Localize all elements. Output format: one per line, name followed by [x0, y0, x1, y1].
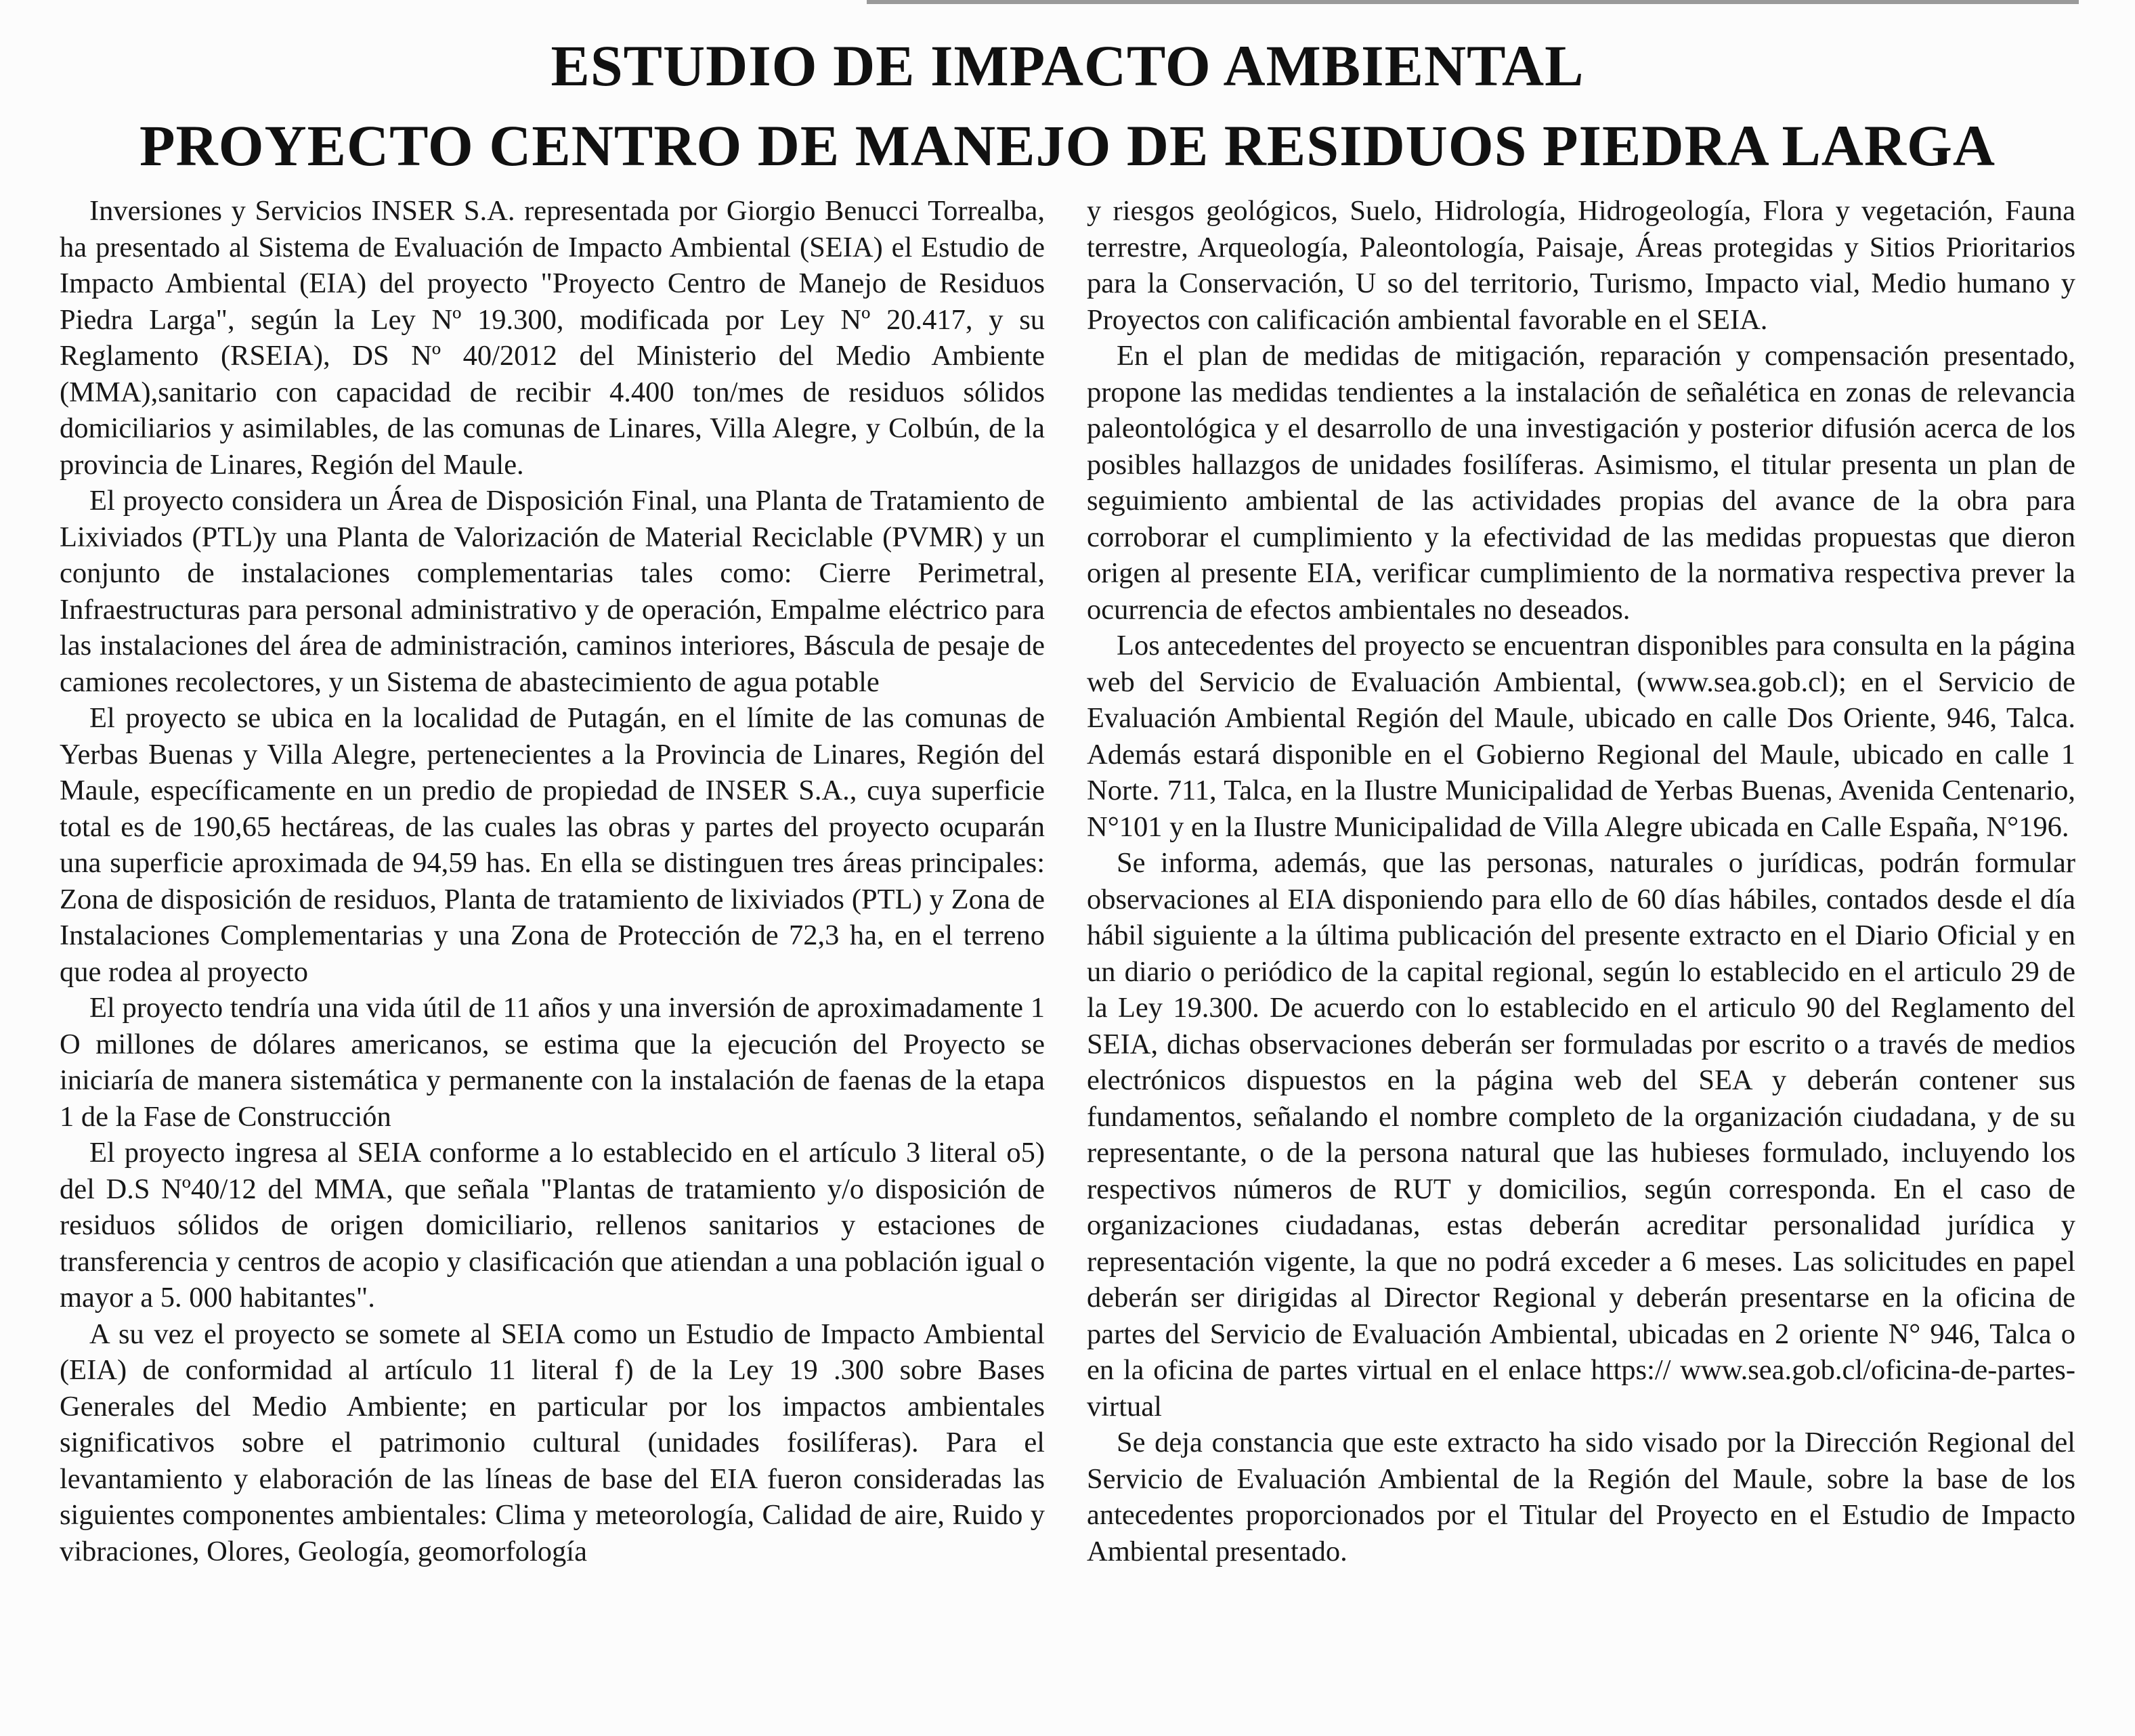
paragraph-submission: Inversiones y Servicios INSER S.A. representada por Giorgio Benucci Torrealba, ha presentado al Sistema de Evaluación de Impacto Ambiental (SEIA) el Estudio de Impacto Ambiental (EIA) del proyecto "Proyecto Centro de Manejo de Residuos Piedra Larga", según la Ley Nº 19.300, modificada por Ley Nº 20.417, y su Reglamento (RSEIA), DS Nº 40/2012 del Ministerio del Medio Ambiente (MMA),sanitario con capacidad de recibir 4.400 ton/mes de residuos sólidos domiciliarios y asimilables, de las comunas de Linares, Villa Alegre, y Colbún, de la provincia de Linares, Región del Maule.: [60, 195, 1045, 481]
paragraph-document-availability: Los antecedentes del proyecto se encuentran disponibles para consulta en la página web del Servicio de Evaluación Ambiental, (www.sea.gob.cl); en el Servicio de Evaluación Ambiental Región del Maule, ubicado en calle Dos Oriente, 946, Talca. Además estará disponible en el Gobierno Regional del Maule, ubicado en calle 1 Norte. 711, Talca, en la Ilustre Municipalidad de Yerbas Buenas, Avenida Centenario, N°101 y en la Ilustre Municipalidad de Villa Alegre ubicada en Calle España, N°196.: [1087, 630, 2075, 843]
left-column: [60, 193, 1045, 1569]
paragraph-citizen-observations: Se informa, además, que las personas, naturales o jurídicas, podrán formular observaciones al EIA disponiendo para ello de 60 días hábiles, contados desde el día hábil siguiente a la última publicación del presente extracto en el Diario Oficial y en un diario o periódico de la capital regional, según lo establecido en el articulo 29 de la Ley 19.300. De acuerdo con lo establecido en el articulo 90 del Reglamento del SEIA, dichas observaciones deberán ser formuladas por escrito o a través de medios electrónicos dispuestos en la página web del SEA y deberán contener sus fundamentos, señalando el nombre completo de la organización ciudadana, y de su representante, o de la persona natural que las hubieses formulado, incluyendo los respectivos números de RUT y domicilios, según corresponda. En el caso de organizaciones ciudadanas, estas deberán acreditar personalidad jurídica y representación vigente, la que no podrá exceder a 6 meses. Las solicitudes en papel deberán ser dirigidas al Director Regional y deberán presentarse en la oficina de partes del Servicio de Evaluación Ambiental, ubicadas en 2 oriente N° 946, Talca o en la oficina de partes virtual en el enlace https:// www.sea.gob.cl/oficina-de-partes-virtual: [1087, 847, 2075, 1423]
paragraph-baselines-continued: y riesgos geológicos, Suelo, Hidrología, Hidrogeología, Flora y vegetación, Fauna terrestre, Arqueología, Paleontología, Paisaje, Áreas protegidas y Sitios Prioritarios para la Conservación, U so del territorio, Turismo, Impacto vial, Medio humano y Proyectos con calificación ambiental favorable en el SEIA.: [1087, 195, 2075, 336]
right-column: [1087, 193, 2075, 1569]
headline-line-1: ESTUDIO DE IMPACTO AMBIENTAL: [551, 33, 1584, 98]
top-rule-divider: [867, 0, 2079, 4]
paragraph-project-components: El proyecto considera un Área de Disposición Final, una Planta de Tratamiento de Lixiviados (PTL)y una Planta de Valorización de Material Reciclable (PVMR) y un conjunto de instalaciones complementarias tales como: Cierre Perimetral, Infraestructuras para personal administrativo y de operación, Empalme eléctrico para las instalaciones del área de administración, caminos interiores, Báscula de pesaje de camiones recolectores, y un Sistema de abastecimiento de agua potable: [60, 485, 1045, 698]
paragraph-location: El proyecto se ubica en la localidad de Putagán, en el límite de las comunas de Yerbas Buenas y Villa Alegre, pertenecientes a la Provincia de Linares, Región del Maule, específicamente en un predio de propiedad de INSER S.A., cuya superficie total es de 190,65 hectáreas, de las cuales las obras y partes del proyecto ocuparán una superficie aproximada de 94,59 has. En ella se distinguen tres áreas principales: Zona de disposición de residuos, Planta de tratamiento de lixiviados (PTL) y Zona de Instalaciones Complementarias y una Zona de Protección de 72,3 ha, en el terreno que rodea al proyecto: [60, 702, 1045, 988]
paragraph-approval-statement: Se deja constancia que este extracto ha sido visado por la Dirección Regional del Servicio de Evaluación Ambiental de la Región del Maule, sobre la base de los antecedentes proporcionados por el Titular del Proyecto en el Estudio de Impacto Ambiental presentado.: [1087, 1427, 2075, 1567]
paragraph-seia-entry: El proyecto ingresa al SEIA conforme a lo establecido en el artículo 3 literal o5) del D.S Nº40/12 del MMA, que señala "Plantas de tratamiento y/o disposición de residuos sólidos de origen domiciliario, rellenos sanitarios y estaciones de transferencia y centros de acopio y clasificación que atiendan a una población igual o mayor a 5. 000 habitantes".: [60, 1137, 1045, 1314]
headline: [0, 26, 2135, 186]
paragraph-eia-baselines: A su vez el proyecto se somete al SEIA como un Estudio de Impacto Ambiental (EIA) de conformidad al artículo 11 literal f) de la Ley 19 .300 sobre Bases Generales del Medio Ambiente; en particular por los impactos ambientales significativos sobre el patrimonio cultural (unidades fosilíferas). Para el levantamiento y elaboración de las líneas de base del EIA fueron consideradas las siguientes componentes ambientales: Clima y meteorología, Calidad de aire, Ruido y vibraciones, Olores, Geología, geomorfología: [60, 1318, 1045, 1567]
headline-line-2: PROYECTO CENTRO DE MANEJO DE RESIDUOS PIEDRA LARGA: [139, 113, 1996, 178]
paragraph-mitigation-plan: En el plan de medidas de mitigación, reparación y compensación presentado, propone las medidas tendientes a la instalación de señalética en zonas de relevancia paleontológica y el desarrollo de una investigación y posterior difusión acerca de los posibles hallazgos de unidades fosilíferas. Asimismo, el titular presenta un plan de seguimiento ambiental de las actividades propias del avance de la obra para corroborar el cumplimiento y la efectividad de las medidas propuestas que dieron origen al presente EIA, verificar cumplimiento de la normativa respectiva prever la ocurrencia de efectos ambientales no deseados.: [1087, 340, 2075, 626]
paragraph-lifespan-investment: El proyecto tendría una vida útil de 11 años y una inversión de aproximadamente 1 O millones de dólares americanos, se estima que la ejecución del Proyecto se iniciaría de manera sistemática y permanente con la instalación de faenas de la etapa 1 de la Fase de Construcción: [60, 992, 1045, 1133]
